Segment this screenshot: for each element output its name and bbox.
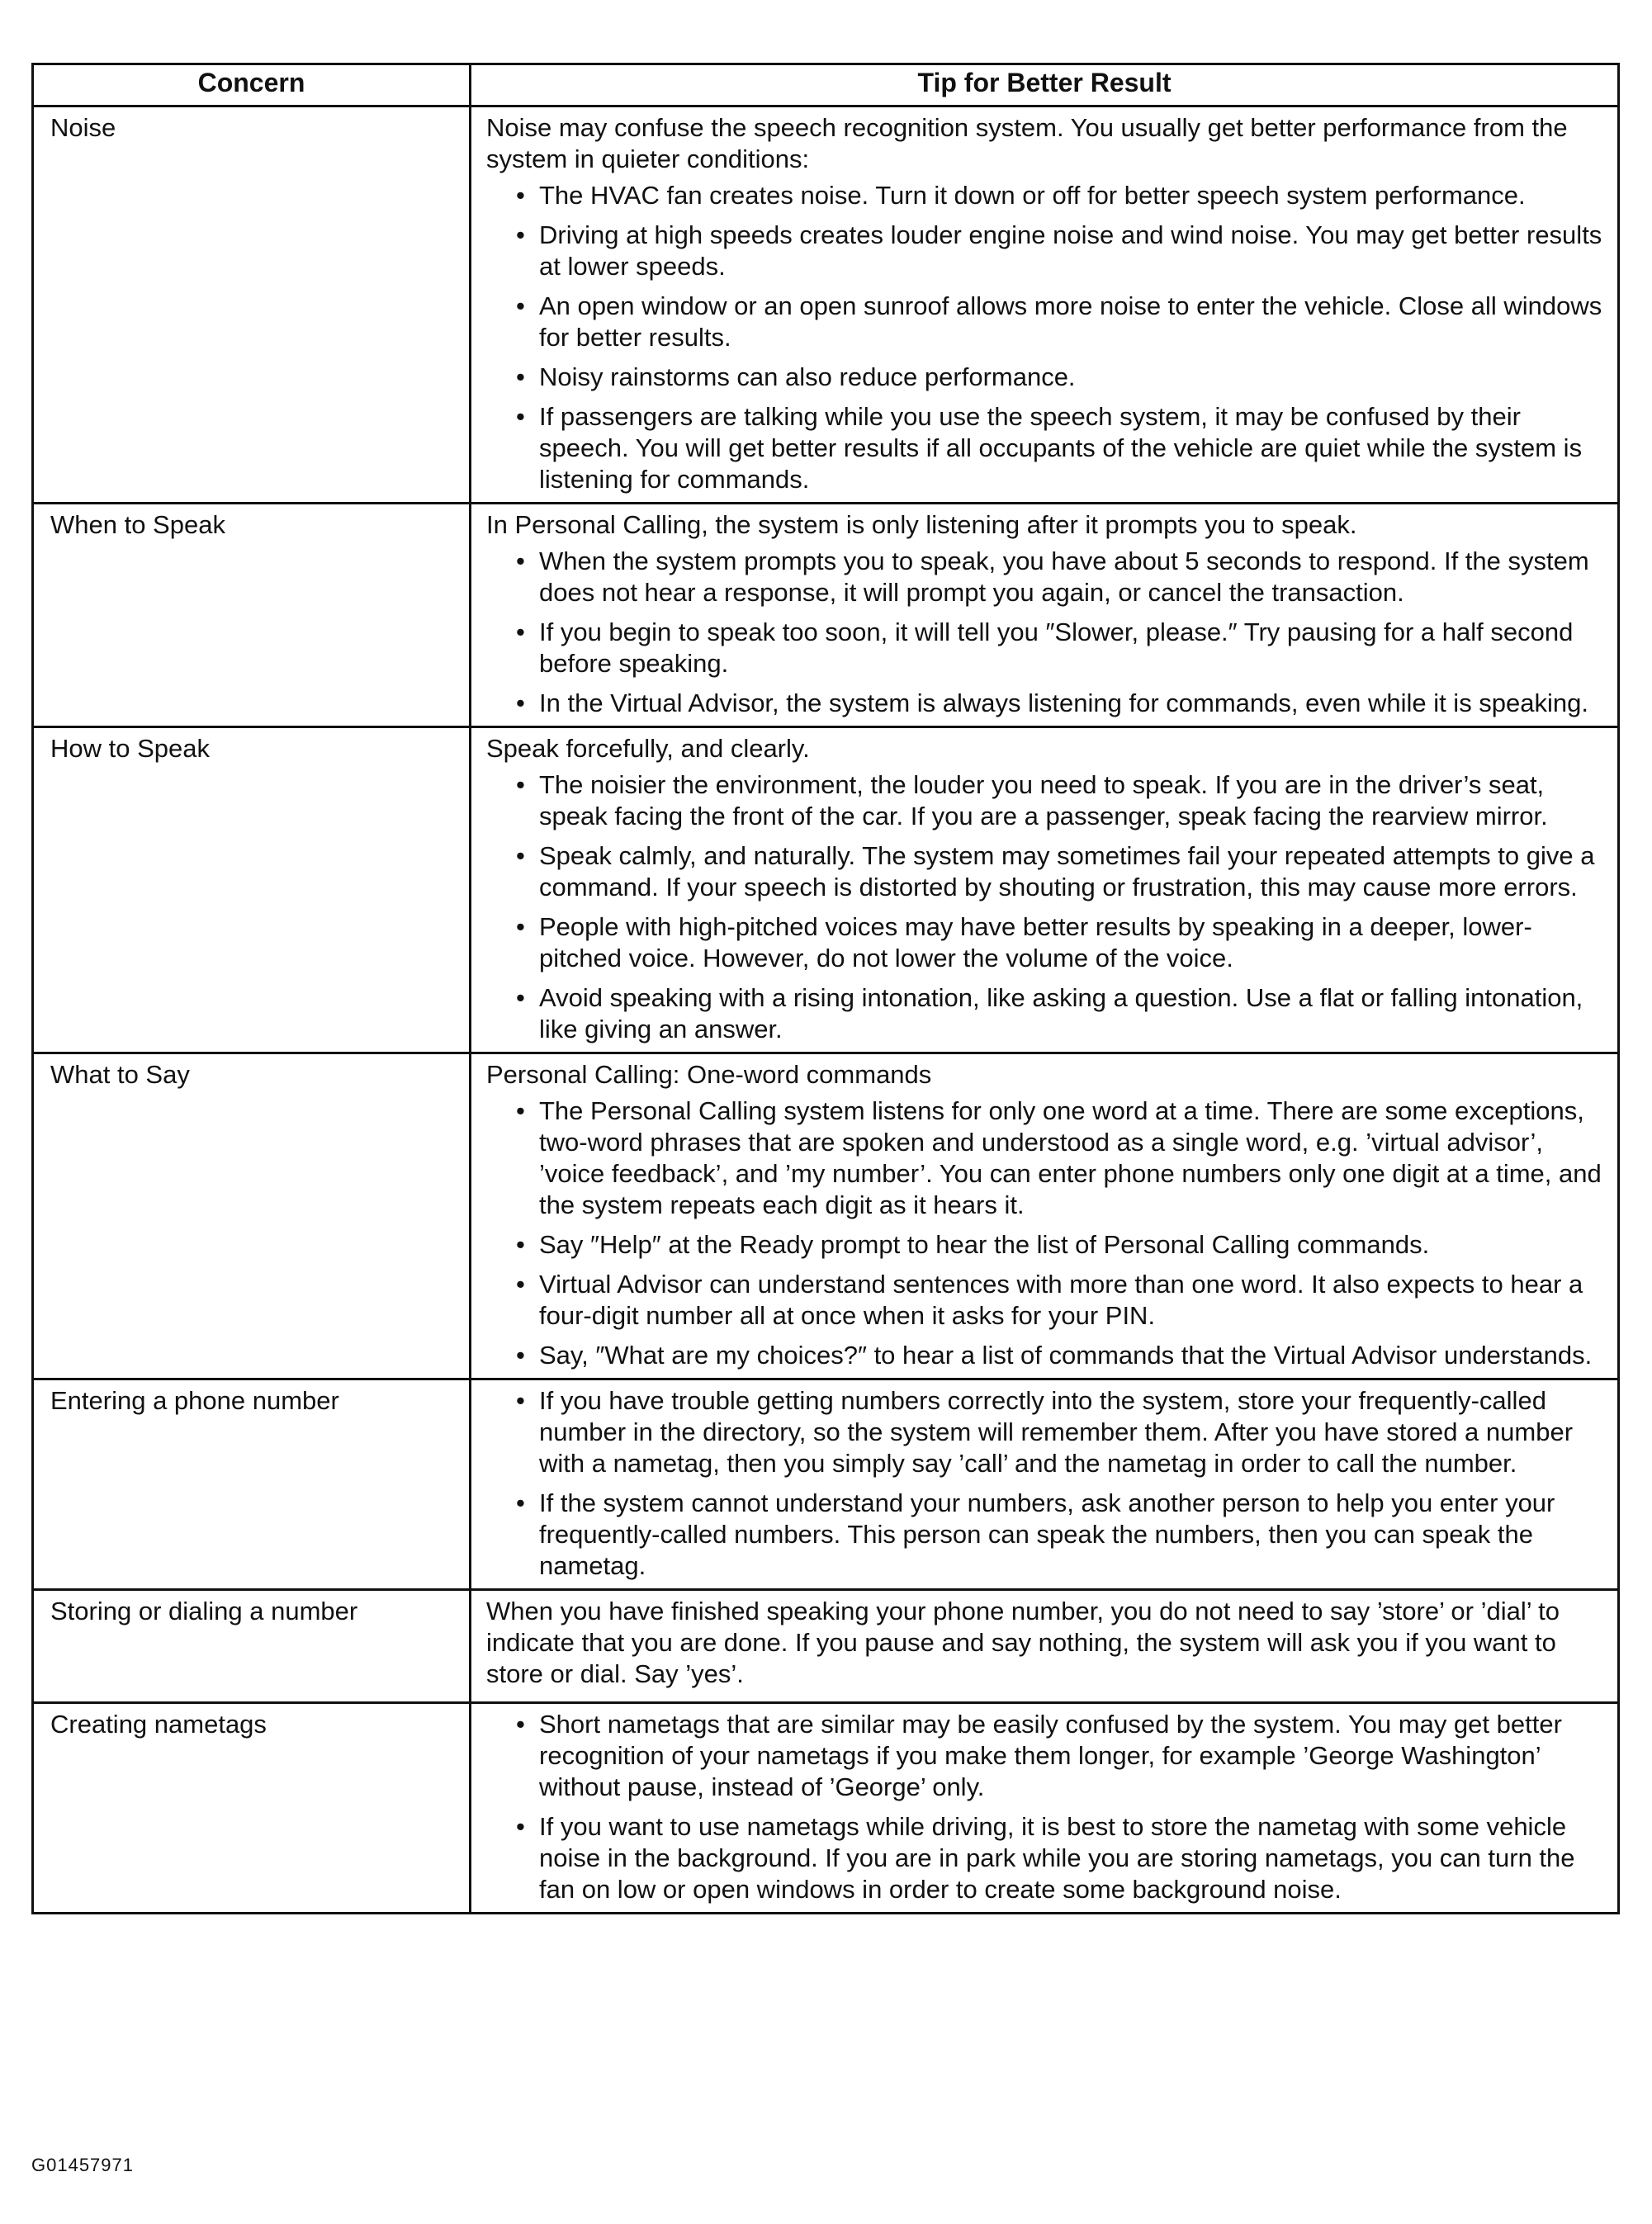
figure-id: G01457971 — [31, 2155, 134, 2175]
tip-cell — [471, 504, 1619, 727]
tip-cell — [471, 106, 1619, 504]
tip-bullet: • If you begin to speak too soon, it will tell you ″Slower, please.″ Try pausing for a half second before speaking. — [486, 617, 1607, 679]
tip-bullet: • If you want to use nametags while driving, it is best to store the nametag with some vehicle noise in the background. If you are in park while you are storing nametags, you can turn the fan on low or open windows in order to create some background noise. — [486, 1811, 1607, 1905]
table-row — [33, 106, 1619, 504]
tip-bullet: • Virtual Advisor can understand sentences with more than one word. It also expects to hear a four-digit number all at once when it asks for your PIN. — [486, 1269, 1607, 1332]
tip-cell — [471, 1379, 1619, 1590]
tip-bullet: • Driving at high speeds creates louder engine noise and wind noise. You may get better results at lower speeds. — [486, 220, 1607, 282]
tip-bullet: • Speak calmly, and naturally. The system may sometimes fail your repeated attempts to give a command. If your speech is distorted by shouting or frustration, this may cause more errors. — [486, 840, 1607, 903]
tip-bullet: • If passengers are talking while you use the speech system, it may be confused by their speech. You will get better results if all occupants of the vehicle are quiet while the system is listening for commands. — [486, 401, 1607, 495]
tip-bullet-list — [486, 1385, 1607, 1582]
tip-intro: Personal Calling: One-word commands — [486, 1060, 932, 1089]
concern-cell: Entering a phone number — [33, 1379, 471, 1590]
table-row — [33, 1703, 1619, 1914]
tip-bullet: • People with high-pitched voices may have better results by speaking in a deeper, lower-pitched voice. However, do not lower the volume of the voice. — [486, 911, 1607, 974]
concern-cell: Noise — [33, 106, 471, 504]
tip-bullet: • In the Virtual Advisor, the system is always listening for commands, even while it is speaking. — [486, 688, 1607, 719]
table-row — [33, 1379, 1619, 1590]
concern-cell: Creating nametags — [33, 1703, 471, 1914]
tip-bullet: • If you have trouble getting numbers correctly into the system, store your frequently-called number in the directory, so the system will remember them. After you have stored a number with a nametag, then you simply say ’call’ and the nametag in order to call the number. — [486, 1385, 1607, 1479]
tip-bullet: • The Personal Calling system listens for only one word at a time. There are some exceptions, two-word phrases that are spoken and understood as a single word, e.g. ’virtual advisor’, ’voice feedback’, and ’my number’. You can enter phone numbers only one digit at a time, and the system repeats each digit as it hears it. — [486, 1095, 1607, 1221]
header-concern: Concern — [33, 64, 471, 106]
tip-bullet-list — [486, 1095, 1607, 1371]
table-row — [33, 504, 1619, 727]
concern-cell: What to Say — [33, 1053, 471, 1379]
tip-bullet: • Noisy rainstorms can also reduce performance. — [486, 362, 1607, 393]
tip-cell — [471, 1703, 1619, 1914]
tip-intro: Speak forcefully, and clearly. — [486, 734, 810, 763]
concern-cell: When to Speak — [33, 504, 471, 727]
speech-tips-table — [31, 63, 1620, 1914]
tip-bullet: • Say, ″What are my choices?″ to hear a list of commands that the Virtual Advisor understands. — [486, 1340, 1607, 1371]
tip-cell — [471, 727, 1619, 1053]
tip-bullet: • The HVAC fan creates noise. Turn it down or off for better speech system performance. — [486, 180, 1607, 211]
table-body — [33, 106, 1619, 1914]
concern-cell: How to Speak — [33, 727, 471, 1053]
tip-cell — [471, 1590, 1619, 1703]
tip-bullet-list — [486, 180, 1607, 495]
tip-bullet-list — [486, 1709, 1607, 1905]
tip-bullet: • When the system prompts you to speak, you have about 5 seconds to respond. If the system does not hear a response, it will prompt you again, or cancel the transaction. — [486, 546, 1607, 608]
table-row — [33, 727, 1619, 1053]
tip-bullet: • Avoid speaking with a rising intonation, like asking a question. Use a flat or falling intonation, like giving an answer. — [486, 982, 1607, 1045]
tip-intro: In Personal Calling, the system is only listening after it prompts you to speak. — [486, 510, 1357, 539]
table-row — [33, 1590, 1619, 1703]
tip-bullet-list — [486, 546, 1607, 719]
tip-intro: When you have finished speaking your phone number, you do not need to say ’store’ or ’dial’ to indicate that you are done. If you pause and say nothing, the system will ask you if you want to store or dial. Say ’yes’. — [486, 1597, 1560, 1688]
tip-intro: Noise may confuse the speech recognition system. You usually get better performance from the system in quieter conditions: — [486, 113, 1568, 173]
tip-bullet: • An open window or an open sunroof allows more noise to enter the vehicle. Close all windows for better results. — [486, 291, 1607, 353]
tip-bullet-list — [486, 769, 1607, 1045]
tip-bullet: • Say ″Help″ at the Ready prompt to hear the list of Personal Calling commands. — [486, 1229, 1607, 1261]
tip-bullet: • Short nametags that are similar may be easily confused by the system. You may get better recognition of your nametags if you make them longer, for example ’George Washington’ without pause, instead of ’George’ only. — [486, 1709, 1607, 1803]
header-tip: Tip for Better Result — [471, 64, 1619, 106]
tip-cell — [471, 1053, 1619, 1379]
table-header-row — [33, 64, 1619, 106]
table-row — [33, 1053, 1619, 1379]
tip-bullet: • If the system cannot understand your numbers, ask another person to help you enter your frequently-called numbers. This person can speak the numbers, then you can speak the nametag. — [486, 1488, 1607, 1582]
tip-bullet: • The noisier the environment, the louder you need to speak. If you are in the driver’s seat, speak facing the front of the car. If you are a passenger, speak facing the rearview mirror. — [486, 769, 1607, 832]
concern-cell: Storing or dialing a number — [33, 1590, 471, 1703]
